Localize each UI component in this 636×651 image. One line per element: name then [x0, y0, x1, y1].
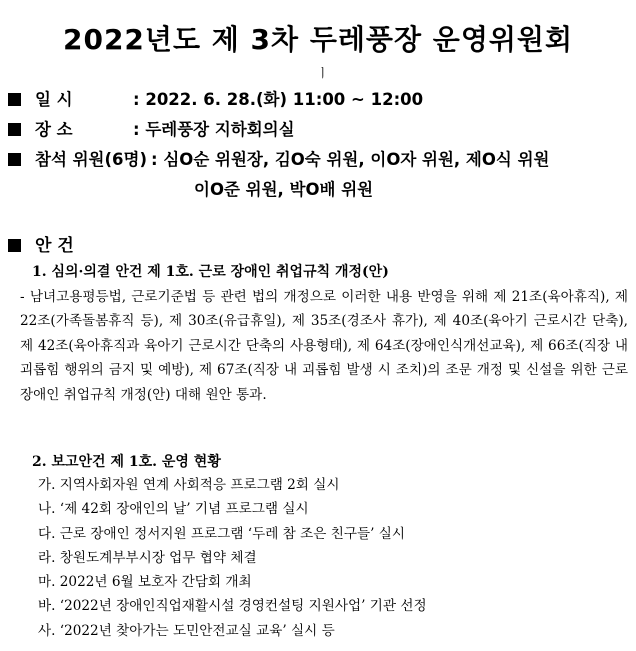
- separator-mark: ㅣ: [317, 66, 329, 80]
- list-item: 사. ‘2022년 찾아가는 도민안전교실 교육’ 실시 등: [38, 622, 335, 639]
- section2-list: [38, 473, 427, 643]
- place-value: : 두레풍장 지하회의실: [133, 120, 295, 139]
- section1-title: 1. 심의·의결 안건 제 1호. 근로 장애인 취업규칙 개정(안): [32, 264, 389, 280]
- list-item: 나. ‘제 42회 장애인의 날’ 기념 프로그램 실시: [38, 501, 309, 518]
- attendee-label: 참석 위원(6명): [35, 150, 148, 169]
- square-bullet-icon: [8, 239, 21, 252]
- attendee-value-continued: [194, 176, 373, 200]
- attendee-value: : 심O순 위원장, 김O숙 위원, 이O자 위원, 제O식 위원: [151, 150, 550, 169]
- section1-body: - 남녀고용평등법, 근로기준법 등 관련 법의 개정으로 이러한 내용 반영을 위해 제 21조(육아휴직), 제 22조(가족돌봄휴직 등), 제 30조(유급휴일), 제 35조(경조사 휴가), 제 40조(육아기 근로시간 단축), 제 42조(육아휴직과 육아기 근로시간 단축의 사용형태), 제 64조(장애인식개선교육), 제 66조(직장 내 괴롭힘 행위의 금지 및 예방), 제 67조(직장 내 괴롭힘 발생 시 조치)의 조문 개정 및 신설을 위한 근로 장애인 취업규칙 개정(안) 대해 원안 통과.: [20, 289, 628, 403]
- place-label: 장 소: [35, 120, 73, 139]
- list-item: 가. 지역사회자원 연계 사회적응 프로그램 2회 실시: [38, 477, 340, 493]
- list-item: 바. ‘2022년 장애인직업재활시설 경영컨설팅 지원사업’ 기관 선정: [38, 598, 427, 615]
- square-bullet-icon: [8, 93, 21, 106]
- square-bullet-icon: [8, 123, 21, 136]
- info-date-row: [8, 86, 423, 110]
- info-place-row: [8, 116, 295, 140]
- square-bullet-icon: [8, 153, 21, 166]
- section2-title: 2. 보고안건 제 1호. 운영 현황: [32, 454, 221, 470]
- agenda-heading: [8, 231, 74, 256]
- attendee-value-2: 이O준 위원, 박O배 위원: [194, 180, 374, 199]
- list-item: 마. 2022년 6월 보호자 간담회 개최: [38, 574, 252, 591]
- info-attendee-row: [8, 146, 549, 170]
- date-label: 일 시: [35, 90, 73, 109]
- list-item: 다. 근로 장애인 정서지원 프로그램 ‘두레 참 조은 친구들’ 실시: [38, 525, 406, 542]
- agenda-heading-text: 안 건: [35, 236, 74, 256]
- page-title: 2022년도 제 3차 두레풍장 운영위원회: [62, 23, 574, 56]
- date-value: : 2022. 6. 28.(화) 11:00 ~ 12:00: [133, 90, 424, 109]
- list-item: 라. 창원도계부부시장 업무 협약 체결: [38, 549, 257, 566]
